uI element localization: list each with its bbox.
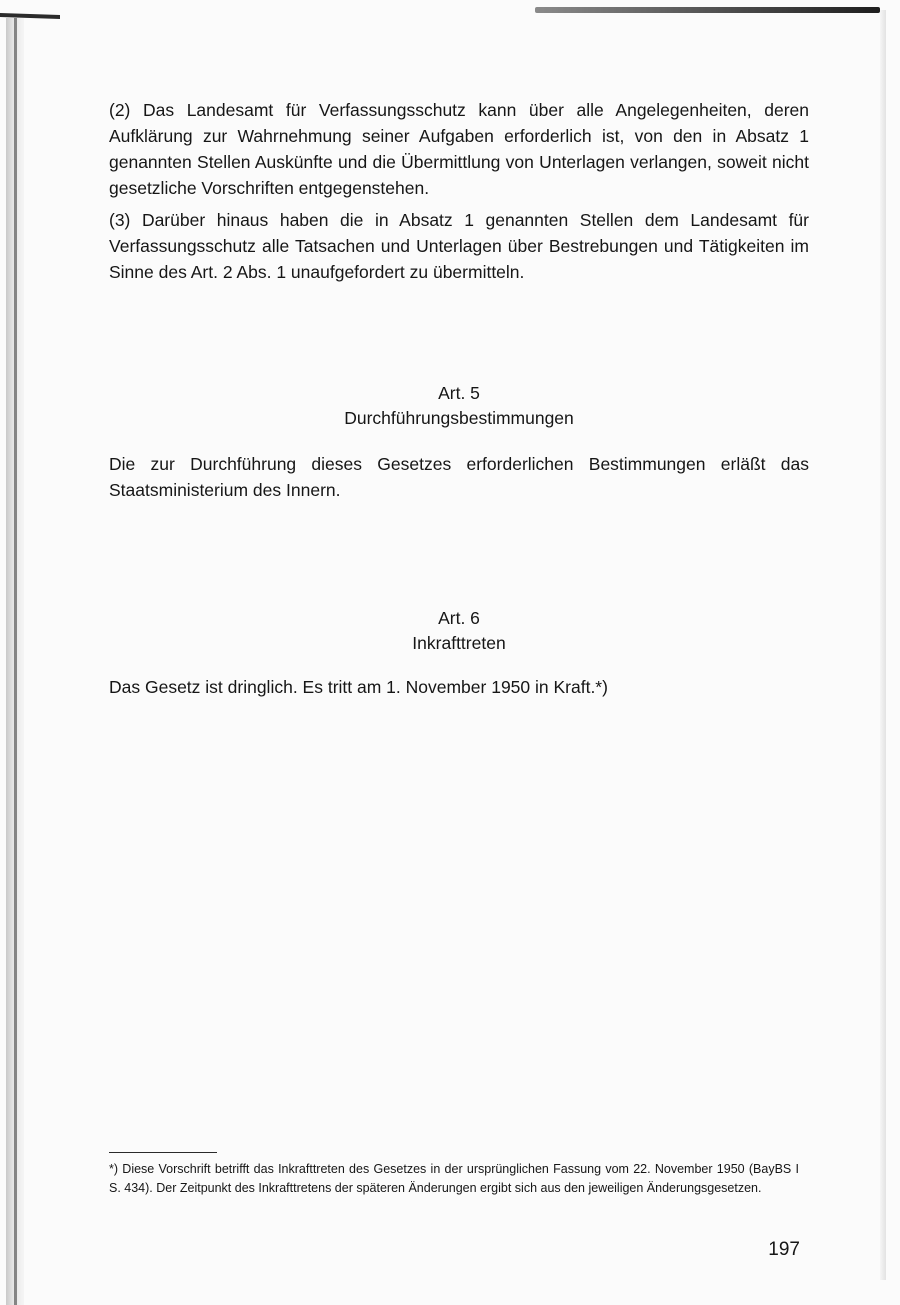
page-number: 197 xyxy=(768,1239,800,1260)
footnote-divider xyxy=(109,1152,217,1153)
scan-edge-right xyxy=(880,10,886,1280)
paragraph-2: (2) Das Landesamt für Verfassungsschutz kann über alle Angelegenheiten, deren Aufklärung zur Wahrnehmung seiner Aufgaben erforderlich ist, von den in Absatz 1 genannten Stellen Auskünfte und die Übermittlung von Unterlagen verlangen, soweit nicht gesetzliche Vorschriften entgegenstehen. xyxy=(109,100,809,198)
scan-binding-line xyxy=(14,18,17,1305)
article-6-text: Das Gesetz ist dringlich. Es tritt am 1. November 1950 in Kraft.*) xyxy=(109,677,608,697)
article-6-number: Art. 6 xyxy=(438,608,480,628)
article-5-number: Art. 5 xyxy=(438,383,480,403)
scan-top-edge xyxy=(535,7,880,13)
article-6-title: Inkrafttreten xyxy=(412,633,506,653)
paragraph-3: (3) Darüber hinaus haben die in Absatz 1 genannten Stellen dem Landesamt für Verfassungsschutz alle Tatsachen und Unterlagen über Bestrebungen und Tätigkeiten im Sinne des Art. 2 Abs. 1 unaufgefordert zu übermitteln. xyxy=(109,210,809,282)
article-5-text: Die zur Durchführung dieses Gesetzes erforderlichen Bestimmungen erläßt das Staatsministerium des Innern. xyxy=(109,454,809,500)
footnote: *) Diese Vorschrift betrifft das Inkrafttreten des Gesetzes in der ursprünglichen Fassung vom 22. November 1950 (BayBS I S. 434). Der Zeitpunkt des Inkrafttretens der späteren Änderungen ergibt sich aus den jeweiligen Änderungsgesetzen. xyxy=(109,1162,799,1195)
article-5-title: Durchführungsbestimmungen xyxy=(344,408,574,428)
